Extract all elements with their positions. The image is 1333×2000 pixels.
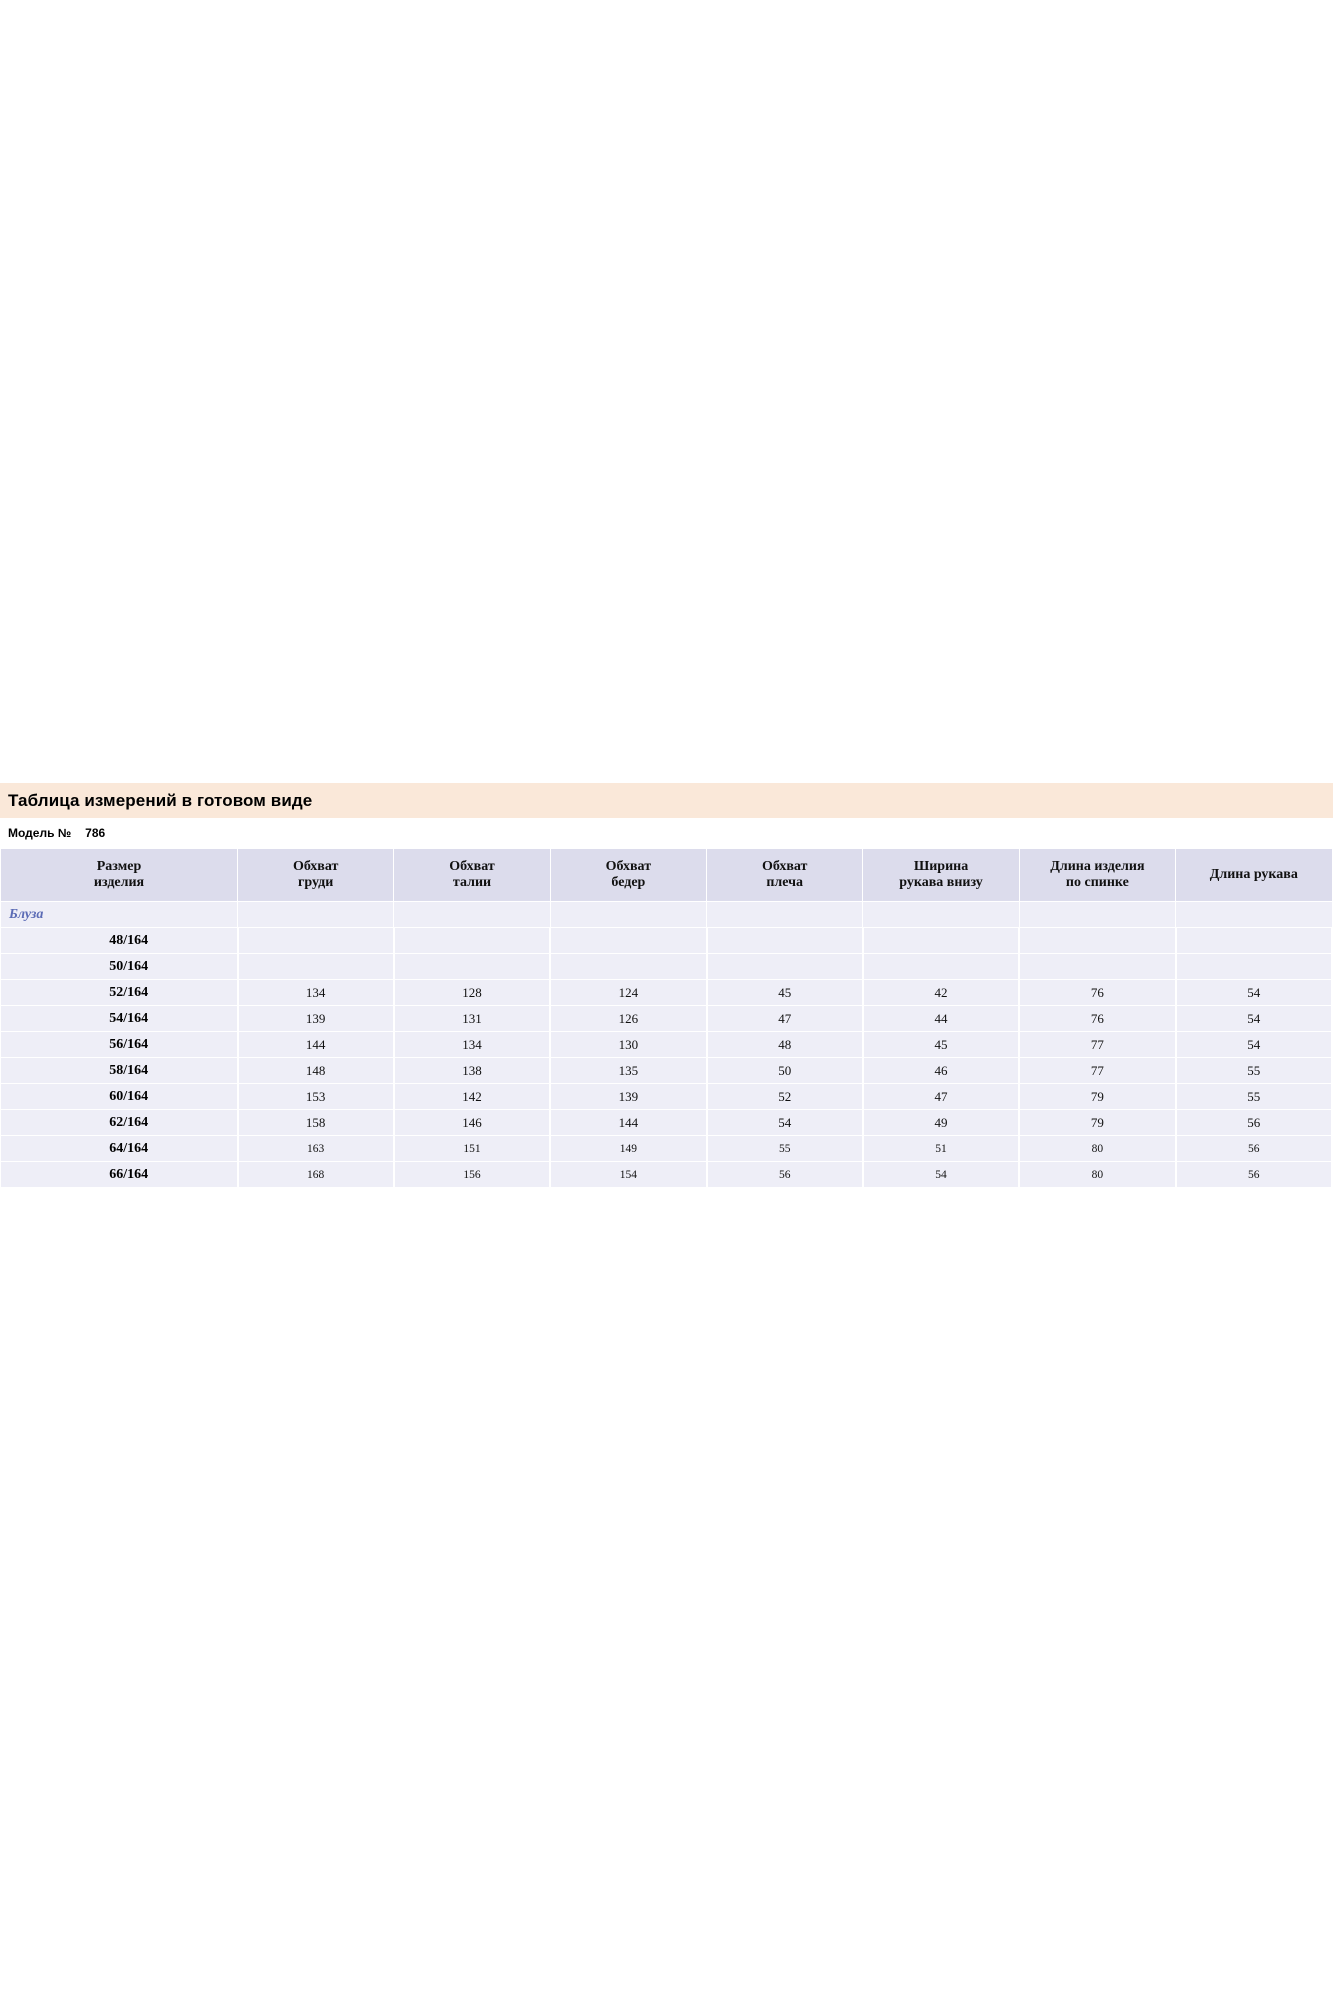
cell-chest: 153 [238,1084,394,1110]
cell-size: 56/164 [1,1032,238,1058]
cell-back-length: 77 [1019,1032,1175,1058]
group-row-spacer [863,902,1019,928]
column-header-hips-line1: Обхват [605,858,652,874]
cell-hips [550,954,706,980]
cell-hips: 126 [550,1006,706,1032]
column-header-cuff-line2: рукава внизу [899,875,983,890]
column-header-hips [550,849,706,902]
table-row [1,928,1333,954]
column-header-back-length [1019,849,1175,902]
cell-waist: 131 [394,1006,550,1032]
group-row-spacer [550,902,706,928]
cell-cuff [863,954,1019,980]
cell-sleeve-length: 55 [1176,1084,1332,1110]
column-header-sleeve-length [1176,849,1332,902]
cell-chest: 168 [238,1162,394,1188]
column-header-back-length-line2: по спинке [1065,875,1129,890]
cell-arm: 52 [707,1084,863,1110]
column-header-arm-line1: Обхват [761,858,808,874]
column-header-back-length-line1: Длина изделия [1050,858,1145,874]
cell-back-length: 80 [1019,1162,1175,1188]
table-row [1,1162,1333,1188]
cell-sleeve-length: 54 [1176,1006,1332,1032]
cell-waist: 151 [394,1136,550,1162]
group-row-spacer [1176,902,1332,928]
table-row [1,1110,1333,1136]
cell-chest: 148 [238,1058,394,1084]
model-number: 786 [85,826,106,840]
cell-cuff: 45 [863,1032,1019,1058]
cell-hips: 139 [550,1084,706,1110]
cell-chest [238,954,394,980]
group-row-spacer [394,902,550,928]
page-title: Таблица измерений в готовом виде [8,790,313,810]
column-header-arm-line2: плеча [766,875,804,890]
cell-arm: 54 [707,1110,863,1136]
table-row [1,1058,1333,1084]
column-header-chest-line2: груди [298,875,334,890]
table-body [1,902,1333,1188]
cell-back-length: 76 [1019,1006,1175,1032]
model-label: Модель № [8,826,72,840]
cell-hips: 144 [550,1110,706,1136]
cell-sleeve-length: 56 [1176,1162,1332,1188]
cell-waist: 134 [394,1032,550,1058]
model-line [0,818,1333,848]
cell-back-length: 79 [1019,1084,1175,1110]
group-row-blouse [1,902,1333,928]
column-header-size-line1: Размер [96,858,142,874]
cell-chest [238,928,394,954]
table-header [1,849,1333,902]
cell-size: 52/164 [1,980,238,1006]
measurements-table [0,848,1333,1188]
cell-hips: 135 [550,1058,706,1084]
cell-cuff [863,928,1019,954]
cell-chest: 144 [238,1032,394,1058]
table-header-row [1,849,1333,902]
cell-waist [394,928,550,954]
cell-back-length: 79 [1019,1110,1175,1136]
measurement-table-block [0,783,1333,1188]
table-row [1,1136,1333,1162]
cell-size: 48/164 [1,928,238,954]
cell-hips: 149 [550,1136,706,1162]
cell-cuff: 49 [863,1110,1019,1136]
cell-back-length: 76 [1019,980,1175,1006]
cell-sleeve-length: 56 [1176,1136,1332,1162]
cell-chest: 139 [238,1006,394,1032]
column-header-waist-line2: талии [452,875,492,890]
table-row [1,1032,1333,1058]
cell-arm: 45 [707,980,863,1006]
cell-back-length [1019,954,1175,980]
cell-arm: 48 [707,1032,863,1058]
column-header-chest [238,849,394,902]
cell-waist: 142 [394,1084,550,1110]
table-row [1,1084,1333,1110]
cell-arm: 56 [707,1162,863,1188]
cell-sleeve-length: 54 [1176,1032,1332,1058]
cell-waist: 138 [394,1058,550,1084]
cell-hips [550,928,706,954]
cell-cuff: 42 [863,980,1019,1006]
column-header-hips-line2: бедер [611,875,646,890]
cell-size: 60/164 [1,1084,238,1110]
document-title-bar [0,783,1333,818]
cell-cuff: 51 [863,1136,1019,1162]
column-header-waist-line1: Обхват [449,858,495,874]
column-header-arm [707,849,863,902]
cell-chest: 163 [238,1136,394,1162]
cell-arm [707,928,863,954]
cell-hips: 154 [550,1162,706,1188]
column-header-cuff-line1: Ширина [913,858,969,874]
cell-hips: 124 [550,980,706,1006]
table-row [1,954,1333,980]
column-header-waist [394,849,550,902]
cell-cuff: 46 [863,1058,1019,1084]
column-header-size-line2: изделия [93,875,145,890]
cell-chest: 134 [238,980,394,1006]
cell-sleeve-length [1176,954,1332,980]
column-header-size [1,849,238,902]
cell-sleeve-length [1176,928,1332,954]
cell-sleeve-length: 54 [1176,980,1332,1006]
group-row-spacer [238,902,394,928]
cell-arm: 55 [707,1136,863,1162]
cell-size: 66/164 [1,1162,238,1188]
cell-waist [394,954,550,980]
cell-waist: 128 [394,980,550,1006]
cell-size: 58/164 [1,1058,238,1084]
group-row-spacer [1019,902,1175,928]
table-row [1,1006,1333,1032]
cell-arm: 50 [707,1058,863,1084]
cell-size: 50/164 [1,954,238,980]
column-header-chest-line1: Обхват [292,858,339,874]
cell-back-length [1019,928,1175,954]
column-header-sleeve-length-line1: Длина рукава [1209,866,1298,882]
group-row-spacer [707,902,863,928]
cell-size: 62/164 [1,1110,238,1136]
cell-hips: 130 [550,1032,706,1058]
cell-cuff: 44 [863,1006,1019,1032]
cell-waist: 146 [394,1110,550,1136]
cell-cuff: 54 [863,1162,1019,1188]
cell-waist: 156 [394,1162,550,1188]
table-row [1,980,1333,1006]
cell-back-length: 77 [1019,1058,1175,1084]
cell-chest: 158 [238,1110,394,1136]
cell-sleeve-length: 56 [1176,1110,1332,1136]
cell-back-length: 80 [1019,1136,1175,1162]
group-label: Блуза [1,902,238,928]
column-header-cuff [863,849,1019,902]
cell-cuff: 47 [863,1084,1019,1110]
cell-size: 54/164 [1,1006,238,1032]
cell-arm: 47 [707,1006,863,1032]
cell-size: 64/164 [1,1136,238,1162]
cell-arm [707,954,863,980]
cell-sleeve-length: 55 [1176,1058,1332,1084]
